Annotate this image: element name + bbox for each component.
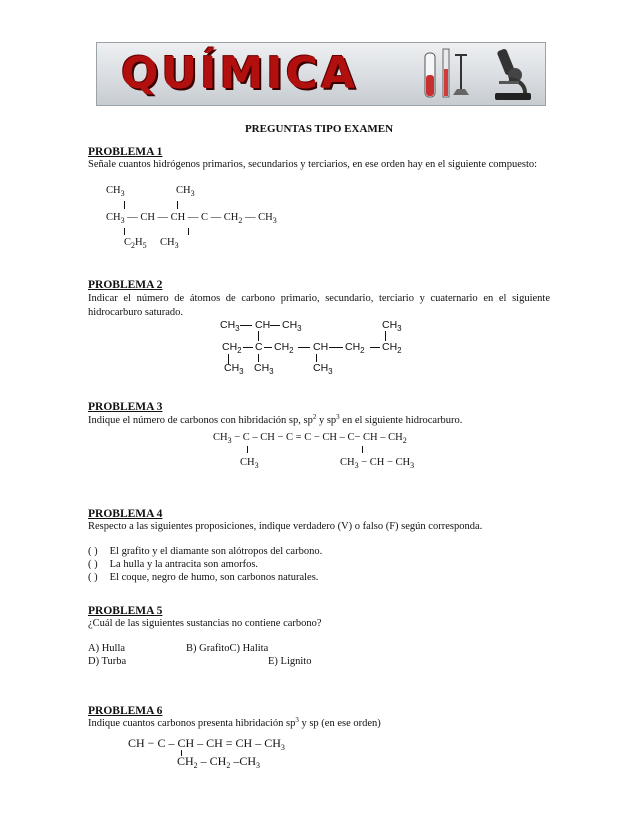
problem-1-text: Señale cuantos hidrógenos primarios, secundarios y terciarios, en ese orden hay en el siguiente compuesto:	[88, 159, 538, 170]
problem-5-title: PROBLEMA 5	[88, 605, 163, 617]
problem-6-title: PROBLEMA 6	[88, 705, 163, 717]
problem-6-text: Indique cuantos carbonos presenta hibridación $sp^3$ y sp (en ese orden)	[88, 716, 381, 729]
problem-3-text: Indique el número de carbonos con hibridación sp, $sp^2$ y $sp^3$ en el siguiente hidrocarburo.	[88, 413, 463, 426]
answer-box[interactable]: ( )	[88, 546, 98, 557]
problem-4-title: PROBLEMA 4	[88, 508, 163, 520]
option-a: A) Hulla	[88, 643, 126, 654]
problem-2-title: PROBLEMA 2	[88, 279, 163, 291]
option-b-c: B) GrafitoC) Halita	[186, 643, 269, 654]
problem-4-item: ( ) La hulla y la antracita son amorfos.	[88, 559, 259, 570]
problem-4-text: Respecto a las siguientes proposiciones, indique verdadero (V) o falso (F) según corresponda.	[88, 521, 483, 532]
page-title: PREGUNTAS TIPO EXAMEN	[244, 123, 394, 135]
problem-3-title: PROBLEMA 3	[88, 401, 163, 413]
answer-box[interactable]: ( )	[88, 559, 98, 570]
option-d: D) Turba	[88, 656, 127, 667]
microscope-icon	[479, 45, 541, 103]
problem-4-item: ( ) El grafito y el diamante son alótropos del carbono.	[88, 546, 323, 557]
option-e: E) Lignito	[268, 656, 312, 667]
problem-1-title: PROBLEMA 1	[88, 146, 163, 158]
logo-text: QUÍMICA	[121, 48, 359, 99]
problem-2-text: Indicar el número de átomos de carbono primario, secundario, terciario y cuaternario en el siguiente hidrocarburo saturado.	[88, 293, 550, 318]
problem-5-text: ¿Cuál de las siguientes sustancias no contiene carbono?	[88, 618, 322, 629]
lab-glassware-icon	[415, 45, 475, 103]
header-banner	[96, 42, 546, 106]
answer-box[interactable]: ( )	[88, 572, 98, 583]
problem-4-item: ( ) El coque, negro de humo, son carbonos naturales.	[88, 572, 319, 583]
